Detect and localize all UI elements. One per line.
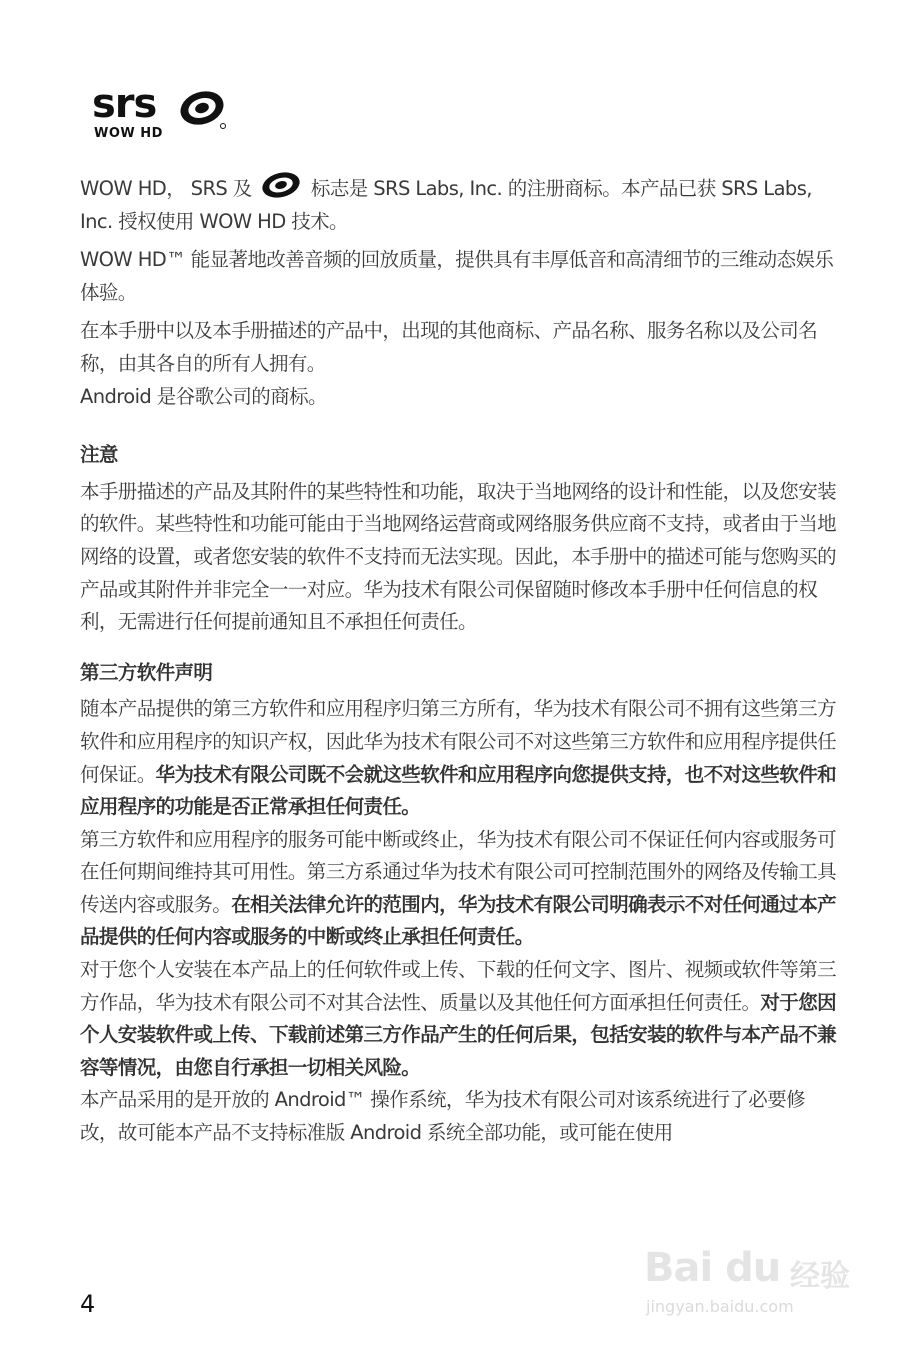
third-party-heading: 第三方软件声明 [80,660,213,684]
wowhd-paragraph: WOW HD™ 能显著地改善音频的回放质量，提供具有丰厚低音和高清细节的三维动态娱乐体验。 [80,248,834,304]
statement-2-bold: 在相关法律允许的范围内，华为技术有限公司明确表示不对任何通过本产品提供的任何内容或服务的中断或终止承担任何责任。 [80,892,837,949]
srs-inline-icon [259,170,303,200]
srs-logo-text: srs [92,81,157,127]
third-party-statement-1 [80,693,840,823]
watermark-brand: Bai du [644,1245,781,1291]
baidu-watermark [640,1245,870,1325]
statement-3-text: 对于您个人安装在本产品上的任何软件或上传、下载的任何文字、图片、视频或软件等第三方作品，华为技术有限公司不对其合法性、质量以及其他任何方面承担任何责任。 [80,958,837,1014]
android-trademark-paragraph: Android 是谷歌公司的商标。 [80,384,327,408]
third-party-statement-3 [80,954,840,1084]
trademark-text-a: WOW HD， SRS 及 [80,177,252,200]
statement-3-bold: 对于您因个人安装软件或上传、下载前述第三方作品产生的任何后果，包括安装的软件与本产品不兼容等情况，由您自行承担一切相关风险。 [80,990,837,1079]
other-trademarks-paragraph: 在本手册中以及本手册描述的产品中，出现的其他商标、产品名称、服务名称以及公司名称，由其各自的所有人拥有。 [80,319,818,375]
statement-1-bold: 华为技术有限公司既不会就这些软件和应用程序向您提供支持，也不对这些软件和应用程序的功能是否正常承担任何责任。 [80,762,837,819]
page-number: 4 [80,1290,96,1318]
android-os-statement: 本产品采用的是开放的 Android™ 操作系统，华为技术有限公司对该系统进行了必要修改，故可能本产品不支持标准版 Android 系统全部功能，或可能在使用 [80,1088,805,1145]
trademark-paragraph [80,170,840,238]
statement-2-text: 第三方软件和应用程序的服务可能中断或终止，华为技术有限公司不保证任何内容或服务可在任何期间维持其可用性。第三方系通过华为技术有限公司可控制范围外的网络及传输工具传送内容或服务。 [80,827,837,916]
document-body [80,170,840,1150]
statement-1-text: 随本产品提供的第三方软件和应用程序归第三方所有，华为技术有限公司不拥有这些第三方软件和应用程序的知识产权，因此华为技术有限公司不对这些第三方软件和应用程序提供任何保证。 [80,697,837,786]
notice-heading: 注意 [80,443,118,467]
srs-circle-icon [176,86,230,130]
third-party-statement-2 [80,824,840,954]
wowhd-subtitle: WOW HD [94,126,163,141]
notice-body: 本手册描述的产品及其附件的某些特性和功能，取决于当地网络的设计和性能，以及您安装的软件。某些特性和功能可能由于当地网络运营商或网络服务供应商不支持，或者由于当地网络的设置，或者您安装的软件不支持而无法实现。因此，本手册中的描述可能与您购买的产品或其附件并非完全一一对应。华为技术有限公司保留随时修改本手册中任何信息的权利，无需进行任何提前通知且不承担任何责任。 [80,479,837,634]
srs-wowhd-logo [92,81,232,146]
trademark-text-b: 标志是 SRS Labs, Inc. 的注册商标。本产品已获 SRS Labs, Inc. 授权使用 WOW HD 技术。 [80,177,812,233]
watermark-url: jingyan.baidu.com [646,1297,794,1316]
watermark-brand-cn: 经验 [790,1259,850,1294]
